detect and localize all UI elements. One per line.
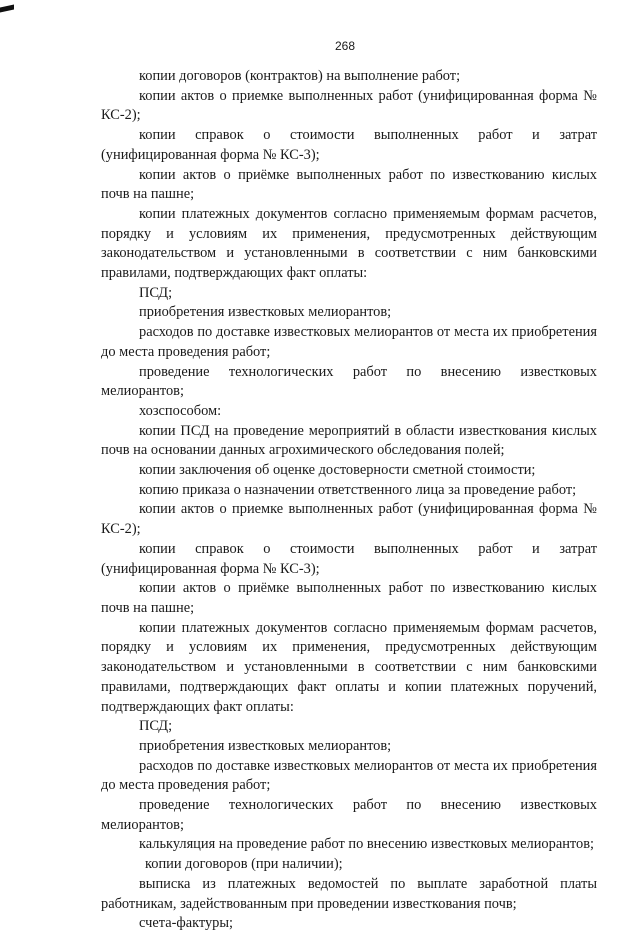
paragraph: копии актов о приемке выполненных работ (унифицированная форма № КС-2); <box>101 501 597 538</box>
paragraph: копии актов о приёмке выполненных работ по известкованию кислых почв на пашне; <box>101 580 597 616</box>
paragraph: расходов по доставке известковых мелиорантов от места их приобретения до места проведения работ; <box>101 757 597 794</box>
paragraph: счета-фактуры; <box>139 915 234 932</box>
paragraph: копию приказа о назначении ответственного лица за проведение работ; <box>139 481 577 498</box>
paragraph: проведение технологических работ по внесению известковых мелиорантов; <box>101 797 597 833</box>
page-number: 268 <box>334 39 356 53</box>
paragraph: выписка из платежных ведомостей по выплате заработной платы работникам, задействованным при проведении известкования почв; <box>101 875 597 912</box>
paragraph: копии заключения об оценке достоверности сметной стоимости; <box>139 462 536 479</box>
paragraph: копии актов о приемке выполненных работ (унифицированная форма № КС-2); <box>101 87 597 124</box>
paragraph: калькуляция на проведение работ по внесению известковых мелиорантов; <box>139 836 594 853</box>
paragraph: копии платежных документов согласно применяемым формам расчетов, порядку и условиям их применения, предусмотренных действующим законодательством и установленными в соответствии с ним банковскими правилами, подтверждающих факт оплаты: <box>101 205 597 282</box>
paragraph: копии справок о стоимости выполненных работ и затрат (унифицированная форма № КС-3); <box>101 540 597 577</box>
paragraph: приобретения известковых мелиорантов; <box>139 304 392 321</box>
paragraph: хозспособом: <box>139 402 222 419</box>
paragraph: расходов по доставке известковых мелиорантов от места их приобретения до места проведения работ; <box>101 324 597 360</box>
paragraph: копии ПСД на проведение мероприятий в области известкования кислых почв на основании данных агрохимического обследования полей; <box>101 422 597 459</box>
paragraph: копии договоров (при наличии); <box>145 856 343 873</box>
paragraph: проведение технологических работ по внесению известковых мелиорантов; <box>101 363 597 400</box>
paragraph: копии актов о приёмке выполненных работ по известкованию кислых почв на пашне; <box>101 166 597 203</box>
scan-edge-mark <box>0 5 14 13</box>
paragraph: ПСД; <box>139 284 173 301</box>
paragraph: приобретения известковых мелиорантов; <box>139 737 392 754</box>
paragraph: ПСД; <box>139 718 173 735</box>
paragraph: копии договоров (контрактов) на выполнение работ; <box>139 68 461 84</box>
paragraph: копии справок о стоимости выполненных работ и затрат (унифицированная форма № КС-3); <box>101 127 597 163</box>
document-body <box>101 67 597 934</box>
paragraph: копии платежных документов согласно применяемым формам расчетов, порядку и условиям их применения, предусмотренных действующим законодательством и установленными в соответствии с ним банковскими правилами, подтверждающих факт оплаты и копии платежных поручений, подтверждающих факт оплаты: <box>101 619 597 715</box>
